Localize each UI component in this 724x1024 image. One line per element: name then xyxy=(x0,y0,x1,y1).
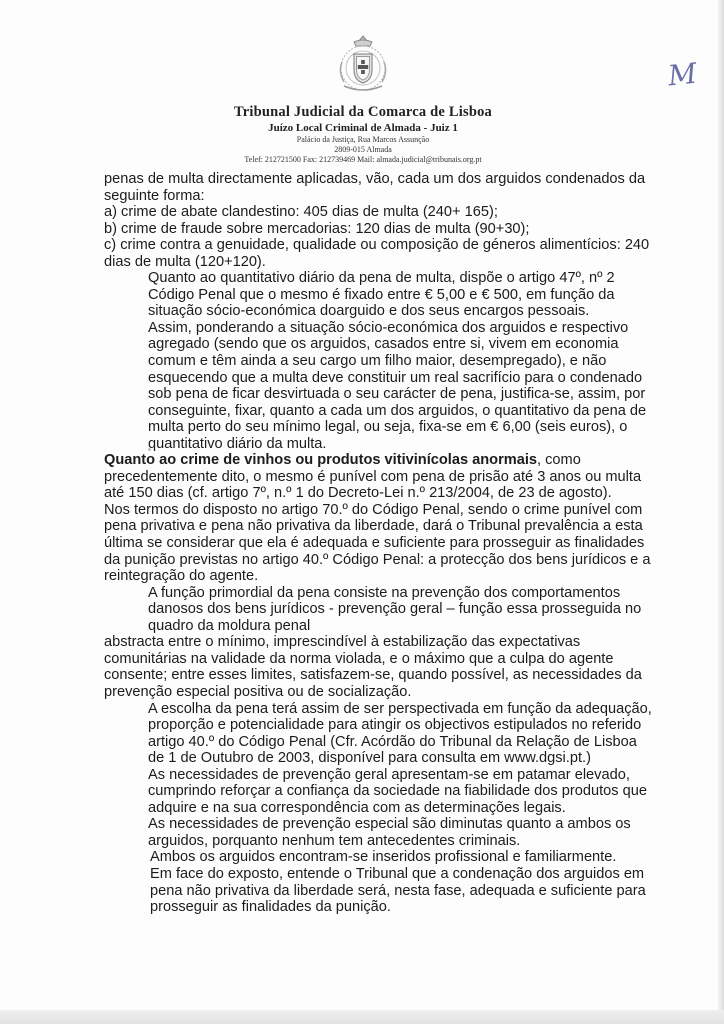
paragraph: As necessidades de prevenção geral apresentam-se em patamar elevado, cumprindo reforçar a confiança da sociedade na fiabilidade dos produtos que adquire e na sua correspondência com as determinações legais. xyxy=(148,766,647,816)
paragraph: A função primordial da pena consiste na prevenção dos comportamentos danosos dos bens jurídicos - prevenção geral – função essa prosseguida no quadro da moldura penal xyxy=(148,584,642,634)
document-body xyxy=(104,171,654,916)
list-item: b) crime de fraude sobre mercadorias: 120 dias de multa (90+30); xyxy=(104,220,530,237)
paragraph: Em face do exposto, entende o Tribunal que a condenação dos arguidos em pena não privativa da liberdade será, nesta fase, adequada e suficiente para prosseguir as finalidades da punição. xyxy=(150,865,646,916)
court-name: Tribunal Judicial da Comarca de Lisboa xyxy=(233,104,493,120)
paragraph: Assim, ponderando a situação sócio-económica dos arguidos e respectivo agregado (sendo que os arguidos, casados entre si, vivem em economia comum e têm ainda a seu cargo um filho maior, desempregado), e não esquecendo que a multa deve constituir um real sacrifício para o condenado sob pena de ficar desvirtuada o seu carácter de pena, justifica-se, assim, por conseguinte, fixar, quanto a cada um dos arguidos, o quantitativo da pena de multa perto do seu mínimo legal, ou seja, fixa-se em € 6,00 (seis euros), o quantitativo diário da multa. xyxy=(148,319,647,452)
coat-of-arms-icon xyxy=(332,32,394,96)
paragraph: A escolha da pena terá assim de ser perspectivada em função da adequação, proporção e potencialidade para atingir os objectivos estipulados no referido artigo 40.º do Código Penal (Cfr. Acórdão do Tribunal da Relação de Lisboa de 1 de Outubro de 2003, disponível para consulta em www.dgsi.pt.) xyxy=(148,700,652,767)
bold-heading-text: Quanto ao crime de vinhos ou produtos vitivinícolas anormais xyxy=(104,452,538,469)
paragraph-text: , como precedentemente dito, o mesmo é punível com pena de prisão até 3 anos ou multa até 150 dias (cf. artigo 7º, n.º 1 do Decreto-Lei n.º 213/2004, de 23 de agosto). xyxy=(104,452,642,502)
paragraph xyxy=(104,452,654,502)
paragraph: abstracta entre o mínimo, imprescindível à estabilização das expectativas comunitárias na validade da norma violada, e o máximo que a culpa do agente consente; entre esses limites, satisfazem-se, quando possível, as necessidades da prevenção especial positiva ou de socialização. xyxy=(104,634,642,700)
paragraph: Nos termos do disposto no artigo 70.º do Código Penal, sendo o crime punível com pena privativa e pena não privativa da liberdade, dará o Tribunal prevalência a esta última se considerar que ela é adequada e suficiente para prosseguir as finalidades da punição previstas no artigo 40.º Código Penal: a protecção dos bens jurídicos e a reintegração do agente. xyxy=(104,501,651,585)
paragraph: penas de multa directamente aplicadas, vão, cada um dos arguidos condenados da seguinte forma: xyxy=(104,171,646,204)
page-edge-shadow xyxy=(718,0,724,1024)
list-item: c) crime contra a genuidade, qualidade ou composição de géneros alimentícios: 240 dias de multa (120+120). xyxy=(104,237,650,270)
court-section: Juízo Local Criminal de Almada - Juiz 1 xyxy=(268,122,458,134)
page-bottom-shadow xyxy=(0,1010,724,1024)
court-address-line1: Palácio da Justiça, Rua Marcos Assunção xyxy=(296,135,430,144)
paragraph: Ambos os arguidos encontram-se inseridos profissional e familiarmente. xyxy=(150,849,617,866)
court-letterhead xyxy=(150,104,576,165)
court-contacts: Telef: 212721500 Fax: 212739469 Mail: almada.judicial@tribunais.org.pt xyxy=(244,155,482,164)
handwritten-page-mark: M xyxy=(666,56,699,93)
paragraph: Quanto ao quantitativo diário da pena de multa, dispõe o artigo 47º, nº 2 Código Penal que o mesmo é fixado entre € 5,00 e € 500, em função da situação sócio-económica doarguido e dos seus encargos pessoais. xyxy=(148,270,615,320)
paragraph: As necessidades de prevenção especial são diminutas quanto a ambos os arguidos, porquanto nenhum tem antecedentes criminais. xyxy=(148,816,631,849)
list-item: a) crime de abate clandestino: 405 dias de multa (240+ 165); xyxy=(104,204,498,221)
court-address-line2: 2809-015 Almada xyxy=(334,145,392,154)
